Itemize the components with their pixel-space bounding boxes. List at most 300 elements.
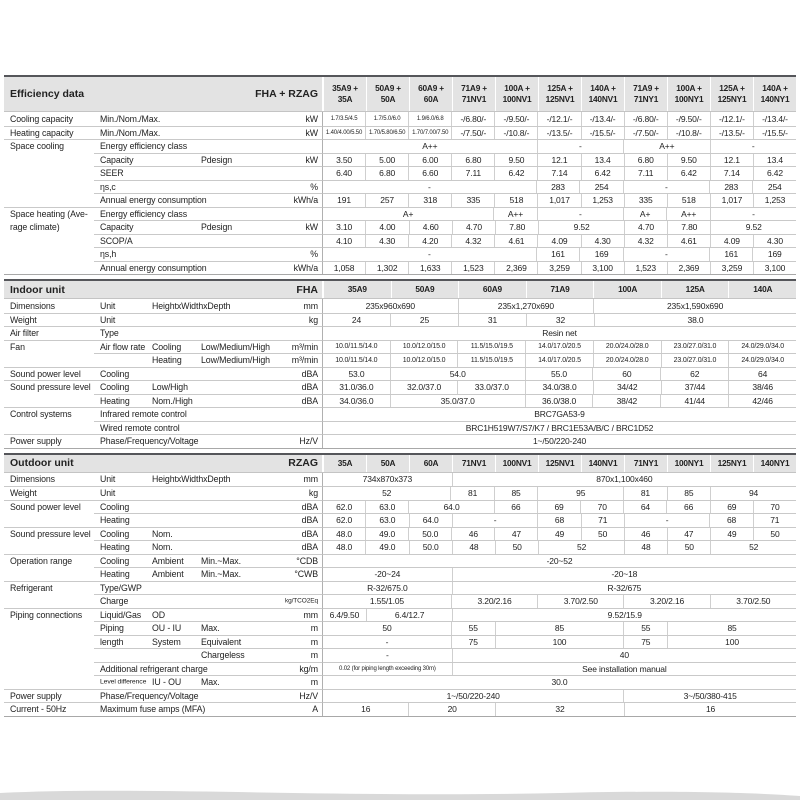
spec-value-cell: 6.80 [451, 154, 494, 167]
row-labels [94, 662, 322, 676]
spec-value-cell: 49.0 [365, 541, 408, 554]
row-values [322, 421, 796, 435]
row-category [4, 234, 94, 248]
row-category-label: Sound power level [10, 368, 81, 379]
row-values [322, 153, 796, 167]
section-indoor-unit [4, 279, 796, 449]
spec-value-cell: 283 [709, 181, 753, 194]
spec-row [4, 635, 796, 649]
spec-value-cell: 6.42 [753, 167, 796, 180]
spec-value-cell: 734x870x373 [362, 474, 413, 485]
spec-value-cell: 1.70/7.00/7.50 [408, 127, 451, 140]
spec-row [4, 340, 796, 354]
column-header-line: 140A + [590, 83, 616, 94]
spec-value-cell: 16 [624, 703, 796, 716]
row-values [322, 126, 796, 140]
spec-value-cell: 4.09 [537, 235, 580, 248]
column-header [624, 455, 667, 472]
spec-value-cell: 41/44 [660, 395, 728, 408]
row-sub-label: Unit [100, 488, 116, 499]
row-unit-label: Hz/V [299, 436, 318, 447]
row-labels [94, 407, 322, 421]
spec-value-cell: 55 [623, 622, 667, 635]
row-labels [94, 621, 322, 635]
row-sub-label: ηs,h [100, 249, 117, 260]
row-labels [94, 527, 322, 541]
spec-value-cell: 55.0 [525, 368, 593, 381]
spec-value-cell: 42/46 [728, 395, 796, 408]
spec-row [4, 594, 796, 608]
row-category [4, 513, 94, 527]
row-unit-label: % [310, 249, 318, 260]
row-category-label: Air filter [10, 328, 39, 339]
spec-value-cell: 11.5/15.0/19.5 [457, 354, 525, 367]
row-labels [94, 153, 322, 167]
row-labels [94, 299, 322, 313]
row-labels [94, 648, 322, 662]
spec-value-cell: 7.80 [495, 221, 538, 234]
row-category [4, 153, 94, 167]
row-unit-label: m [310, 636, 318, 647]
column-header [667, 455, 710, 472]
row-sub-label: Maximum fuse amps (MFA) [100, 704, 206, 715]
spec-value-cell: 4.61 [667, 235, 710, 248]
row-unit-label: dBA [301, 368, 318, 379]
column-header [391, 281, 459, 298]
column-header-line: 140NY1 [760, 457, 790, 468]
column-header-line: 140A [753, 284, 773, 295]
row-category-label: Power supply [10, 690, 62, 701]
row-category [4, 326, 94, 340]
spec-value-cell: 1,253 [581, 194, 624, 207]
spec-row [4, 247, 796, 261]
spec-row [4, 112, 796, 126]
column-header [753, 77, 796, 111]
row-sub-label: Nom. [152, 528, 173, 539]
spec-value-cell: A++ [422, 141, 438, 152]
row-sub-label: Phase/Frequency/Voltage [100, 436, 199, 447]
spec-value-cell: - [386, 650, 389, 661]
row-unit-label: m [310, 623, 318, 634]
spec-value-cell: 1.7/3.5/4.5 [330, 115, 358, 122]
column-header-line: 60A [423, 457, 439, 468]
spec-value-cell: 9.50 [667, 154, 710, 167]
column-header [409, 455, 452, 472]
section-header [4, 75, 796, 112]
spec-value-cell: 6.60 [408, 167, 451, 180]
spec-value-cell: 4.20 [408, 235, 451, 248]
row-labels [94, 394, 322, 408]
row-category [4, 554, 94, 568]
row-category-label: Space cooling [10, 141, 64, 152]
row-category [4, 608, 94, 622]
spec-value-cell: -/7.50/- [451, 127, 494, 140]
spec-value-cell: -/10.8/- [667, 127, 710, 140]
spec-value-cell: 3.50 [336, 154, 353, 165]
row-category [4, 540, 94, 554]
row-values [322, 567, 796, 581]
row-values [322, 261, 796, 275]
column-header-line: 50A9 [415, 284, 435, 295]
section-outdoor-unit [4, 453, 796, 717]
spec-value-cell: 1,523 [624, 262, 667, 275]
row-category [4, 261, 94, 275]
spec-value-cell: 10.0/11.5/14.0 [335, 343, 378, 351]
row-category-label: Sound pressure level [10, 382, 91, 393]
spec-value-cell: 191 [337, 195, 351, 206]
spec-row [4, 367, 796, 381]
row-category-label: Space heating (Ave- [10, 208, 88, 219]
spec-value-cell: 14.0/17.0/20.5 [525, 341, 593, 354]
row-unit-label: dBA [301, 528, 318, 539]
column-header-line: 125NV1 [545, 457, 575, 468]
column-header-line: 125A + [719, 83, 745, 94]
spec-value-cell: 3.70/2.50 [537, 595, 623, 608]
spec-row [4, 608, 796, 622]
column-header-line: 125A + [547, 83, 573, 94]
row-unit-label: dBA [301, 542, 318, 553]
row-category [4, 180, 94, 194]
spec-value-cell: -/7.50/- [624, 127, 667, 140]
row-labels [94, 313, 322, 327]
column-header-line: 35A [337, 94, 353, 104]
row-values [322, 689, 796, 703]
row-category-label: Control systems [10, 409, 72, 420]
row-unit-label: kW [305, 113, 318, 124]
row-labels [94, 540, 322, 554]
spec-value-cell: 47 [667, 528, 710, 541]
row-values [322, 180, 796, 194]
spec-value-cell: 36.0/38.0 [525, 395, 593, 408]
column-header-line: 35A9 [347, 284, 367, 295]
spec-value-cell: 335 [624, 194, 667, 207]
spec-value-cell: 13.4 [581, 154, 624, 167]
spec-value-cell: 71 [753, 514, 796, 527]
spec-row [4, 261, 796, 275]
row-values [322, 166, 796, 180]
spec-value-cell: 50.0 [408, 528, 451, 541]
spec-value-cell: 50 [495, 541, 538, 554]
spec-value-cell: 16 [361, 704, 371, 715]
row-labels [94, 434, 322, 448]
column-header [458, 281, 526, 298]
spec-value-cell: 12.1 [710, 154, 753, 167]
spec-value-cell: 46 [624, 528, 667, 541]
spec-value-cell: 20 [408, 703, 494, 716]
spec-value-cell: 5.00 [365, 154, 408, 167]
row-values [322, 540, 796, 554]
spec-value-cell: 34.0/36.0 [339, 395, 374, 406]
column-header-line: 100A + [676, 83, 702, 94]
row-sub-label: Pdesign [201, 222, 233, 233]
spec-value-cell: 7.80 [667, 221, 710, 234]
spec-value-cell: 23.0/27.0/31.0 [661, 354, 729, 367]
row-unit-label: % [310, 181, 318, 192]
row-labels [94, 326, 322, 340]
spec-value-cell: 53.0 [348, 368, 365, 379]
row-sub-label: Piping [100, 623, 124, 634]
spec-value-cell: 63.0 [365, 514, 408, 527]
row-category-label: Cooling capacity [10, 113, 73, 124]
row-labels [94, 486, 322, 500]
spec-row [4, 567, 796, 581]
spec-value-cell: 64.0 [408, 501, 493, 514]
spec-value-cell: 46 [451, 528, 494, 541]
spec-value-cell: 518 [667, 194, 710, 207]
row-sub-label: Heating [100, 515, 130, 526]
spec-value-cell: 169 [752, 248, 796, 261]
row-values [322, 407, 796, 421]
spec-value-cell: 1.70/5.80/6.50 [365, 127, 408, 140]
column-header [366, 455, 409, 472]
spec-value-cell: 32 [526, 314, 594, 327]
row-category [4, 139, 94, 153]
footer-wave [0, 784, 800, 800]
spec-value-cell: 4.32 [451, 235, 494, 248]
spec-value-cell: -20~52 [546, 555, 573, 566]
spec-row [4, 581, 796, 595]
row-labels [94, 247, 322, 261]
spec-value-cell: 31 [458, 314, 526, 327]
spec-value-cell: 85 [667, 622, 796, 635]
spec-value-cell: 49 [710, 528, 753, 541]
row-category-label: Refrigerant [10, 582, 53, 593]
row-category [4, 527, 94, 541]
row-values [322, 394, 796, 408]
spec-value-cell: 169 [579, 248, 623, 261]
spec-value-cell: 100 [667, 636, 796, 649]
row-category [4, 689, 94, 703]
spec-value-cell: - [710, 140, 796, 153]
spec-value-cell: 69 [537, 501, 580, 514]
spec-value-cell: 24.0/29.0/34.0 [728, 354, 796, 367]
column-header-line: 71NY1 [633, 94, 659, 104]
row-sub-label: Annual energy consumption [100, 195, 207, 206]
row-values [322, 340, 796, 354]
row-sub-label: Ambient [152, 555, 184, 566]
spec-row [4, 166, 796, 180]
column-header-line: 100NY1 [674, 94, 704, 104]
row-category [4, 367, 94, 381]
spec-value-cell: 48 [624, 541, 667, 554]
spec-value-cell: 64.0 [409, 514, 452, 527]
column-header-line: 71NV1 [461, 94, 487, 104]
column-header-line: 125NY1 [717, 457, 747, 468]
column-header-line: 140NV1 [588, 457, 618, 468]
column-header [667, 77, 710, 111]
column-header [538, 77, 581, 111]
row-category-label: Piping connections [10, 609, 83, 620]
row-labels [94, 608, 322, 622]
spec-value-cell: -/13.5/- [710, 127, 753, 140]
spec-value-cell: 54.0 [390, 368, 525, 381]
section-header-labels [4, 455, 322, 472]
column-header-line: 71A9 + [461, 83, 487, 94]
row-sub-label: length [100, 636, 124, 647]
row-values [322, 234, 796, 248]
spec-value-cell: 3,100 [581, 262, 624, 275]
row-category [4, 299, 94, 313]
row-labels [94, 367, 322, 381]
row-values [322, 702, 796, 716]
spec-row [4, 380, 796, 394]
row-sub-label: Type/GWP [100, 582, 142, 593]
spec-value-cell: 3.10 [336, 222, 353, 233]
row-values [322, 635, 796, 649]
row-category [4, 648, 94, 662]
row-unit-label: dBA [301, 501, 318, 512]
row-values [322, 554, 796, 568]
row-sub-label: Type [100, 328, 119, 339]
row-values [322, 621, 796, 635]
row-sub-label: HeightxWidthxDepth [152, 474, 231, 485]
spec-value-cell: - [624, 514, 710, 527]
row-sub-label: Low/Medium/High [201, 341, 270, 352]
row-category [4, 635, 94, 649]
spec-value-cell: 4.30 [365, 235, 408, 248]
row-values [322, 500, 796, 514]
row-sub-label: System [152, 636, 181, 647]
spec-row [4, 473, 796, 487]
column-header [366, 77, 409, 111]
row-sub-label: Unit [100, 300, 116, 311]
row-sub-label: Min.~Max. [201, 555, 241, 566]
section-title: Outdoor unit [10, 457, 74, 469]
row-sub-label: Charge [100, 596, 129, 607]
row-category-label: Current - 50Hz [10, 704, 67, 715]
spec-value-cell: 9.52 [538, 221, 624, 234]
row-category [4, 407, 94, 421]
row-sub-label: ηs,c [100, 181, 116, 192]
spec-value-cell: 6.4/9.50 [329, 609, 360, 620]
row-labels [94, 261, 322, 275]
row-unit-label: dBA [301, 395, 318, 406]
section-column-headers [322, 281, 796, 298]
row-sub-label: Annual energy consumption [100, 262, 207, 273]
spec-value-cell: 4.70 [452, 221, 495, 234]
spec-value-cell: 335 [451, 194, 494, 207]
row-values [322, 139, 796, 153]
spec-value-cell: 34.0/38.0 [525, 381, 593, 394]
row-unit-label: dBA [301, 515, 318, 526]
spec-row [4, 193, 796, 207]
spec-row [4, 313, 796, 327]
column-header [661, 281, 729, 298]
spec-value-cell: 75 [451, 636, 495, 649]
spec-value-cell: 62.0 [336, 515, 353, 526]
row-category [4, 207, 94, 221]
row-labels [94, 380, 322, 394]
row-category-label: Dimensions [10, 300, 55, 311]
spec-value-cell: 60 [592, 368, 660, 381]
row-sub-label: Cooling [100, 368, 130, 379]
row-sub-label: Cooling [152, 341, 182, 352]
row-category [4, 702, 94, 716]
spec-value-cell: 7.14 [537, 167, 580, 180]
spec-row [4, 527, 796, 541]
row-labels [94, 193, 322, 207]
spec-value-cell: 2,369 [494, 262, 537, 275]
row-category [4, 675, 94, 689]
row-labels [94, 567, 322, 581]
row-unit-label: kg/TCO2Eq [284, 597, 318, 605]
spec-value-cell: - [623, 181, 709, 194]
spec-value-cell: 10.0/12.0/15.0 [390, 354, 458, 367]
spec-value-cell: 4.30 [581, 235, 624, 248]
row-sub-label: Heating [100, 569, 130, 580]
spec-value-cell: - [537, 140, 623, 153]
row-unit-label: mm [303, 300, 318, 311]
column-header-line: 100NY1 [674, 457, 704, 468]
spec-value-cell: 6.42 [667, 167, 710, 180]
spec-row [4, 648, 796, 662]
spec-row [4, 394, 796, 408]
row-sub-label: SCOP/A [100, 235, 133, 246]
spec-row [4, 234, 796, 248]
spec-value-cell: 1,058 [333, 262, 355, 273]
spec-value-cell: 55 [451, 622, 495, 635]
column-header [495, 77, 538, 111]
row-category [4, 394, 94, 408]
spec-value-cell: 69 [710, 501, 753, 514]
spec-value-cell: 1.9/6.0/6.8 [408, 112, 451, 126]
column-header-line: 50A9 + [375, 83, 401, 94]
row-unit-label: Hz/V [299, 690, 318, 701]
row-unit-label: kg [308, 314, 318, 325]
row-unit-label: m³/min [291, 341, 318, 352]
spec-row [4, 689, 796, 703]
spec-row [4, 299, 796, 313]
spec-value-cell: -/6.80/- [451, 112, 494, 126]
row-values [322, 513, 796, 527]
row-values [322, 380, 796, 394]
spec-value-cell: 1.55/1.05 [369, 596, 404, 607]
spec-value-cell: 71 [581, 514, 624, 527]
spec-value-cell: 50.0 [409, 541, 452, 554]
row-sub-label: Level difference [100, 678, 147, 686]
spec-value-cell: 100 [495, 636, 624, 649]
row-sub-label: Capacity [100, 154, 134, 165]
spec-row [4, 220, 796, 234]
spec-value-cell: 870x1,100x460 [452, 473, 796, 487]
column-header-line: 125A [685, 284, 705, 295]
spec-value-cell: - [428, 249, 431, 260]
spec-value-cell: BRC7GA53-9 [534, 409, 585, 420]
spec-value-cell: 14.0/17.0/20.5 [525, 354, 593, 367]
row-sub-label: Capacity [100, 222, 134, 233]
column-header [581, 77, 624, 111]
spec-row [4, 207, 796, 221]
row-values [322, 326, 796, 340]
row-values [322, 486, 796, 500]
spec-value-cell: 7.14 [710, 167, 753, 180]
row-labels [94, 139, 322, 153]
row-sub-label: Cooling [100, 555, 130, 566]
row-category [4, 166, 94, 180]
spec-value-cell: 4.00 [365, 221, 408, 234]
spec-value-cell: 34/42 [593, 381, 661, 394]
section-title: Efficiency data [10, 88, 85, 100]
spec-value-cell: 6.4/12.7 [366, 609, 453, 622]
row-labels [94, 180, 322, 194]
spec-row [4, 662, 796, 676]
row-category-label: Sound pressure level [10, 528, 91, 539]
row-labels [94, 353, 322, 367]
row-sub-label: OD [152, 609, 165, 620]
spec-value-cell: 0.02 (for piping length exceeding 30m) [339, 665, 436, 672]
row-sub-label: SEER [100, 168, 124, 179]
spec-value-cell: 24 [351, 314, 362, 325]
